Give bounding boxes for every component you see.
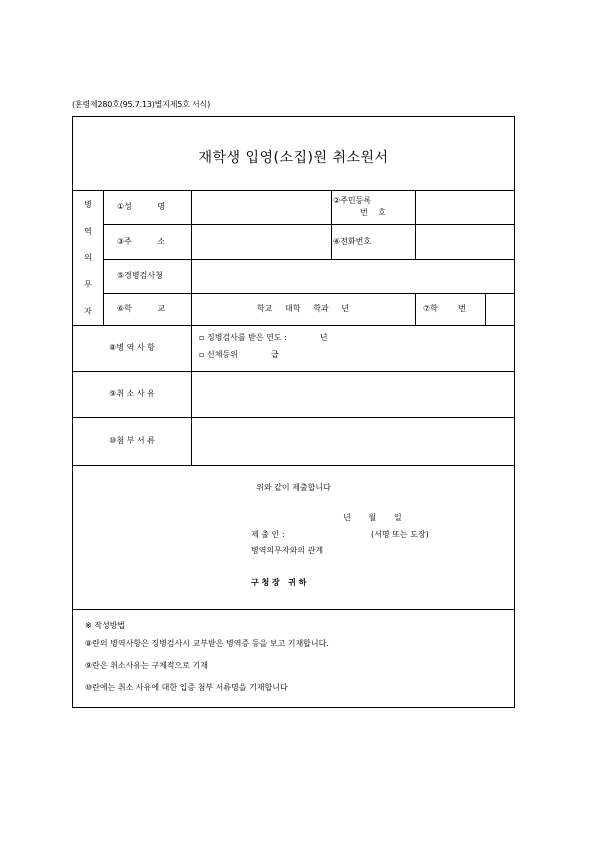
divider-row3 [103,293,514,294]
exam-office-field[interactable] [192,260,514,293]
label-military-matter: ⑧병 역 사 항 [109,343,155,352]
divider-section1 [73,325,514,326]
student-no-field[interactable] [486,294,514,325]
section-label-char: 자 [84,307,92,317]
vline-student-a [415,293,416,325]
label-student-no: ⑦학 번 [423,304,466,313]
form-reference: (훈령제280호(95.7.13)별지제5호 서식) [72,100,211,109]
section-label-char: 무 [84,280,92,290]
phone-field[interactable] [416,225,514,259]
vline-section [103,190,104,325]
instruction-line: ⑨란은 취소사유는 구체적으로 기재 [85,661,208,670]
address-field[interactable] [192,225,330,259]
cancel-reason-field[interactable] [192,372,514,417]
signature-label: (서명 또는 도장) [371,530,429,539]
label-phone: ④전화번호 [333,237,372,246]
name-field[interactable] [192,191,330,224]
vline-mid-a [331,190,332,259]
submission-date: 년 월 일 [343,513,402,522]
label-school: ⑥학 교 [117,304,166,313]
attachments-field[interactable] [192,418,514,465]
instruction-line: ⑧란의 병역사항은 징병검사시 교부받은 병역증 등을 보고 기재합니다. [85,639,329,648]
section-label-char: 병 [84,199,92,209]
label-resident-no-line1: ②주민등록 [333,196,372,205]
label-resident-no-line2: 번 호 [360,208,386,217]
form-title: 재학생 입영(소집)원 취소원서 [198,150,389,166]
addressee: 구 청 장 귀 하 [251,578,307,587]
instructions-heading: ※ 작성방법 [85,621,126,630]
school-value: 학교 대학 학과 년 [256,304,350,313]
instruction-line: ⑩란에는 취소 사유에 대한 입증 첨부 서류명을 기재합니다 [85,683,288,692]
cancellation-form [72,116,515,708]
divider-attach [73,465,514,466]
label-address: ③주 소 [117,237,166,246]
label-cancel-reason: ⑨취 소 사 유 [109,389,155,398]
label-name: ①성 명 [117,202,166,211]
section-label-char: 의 [84,253,92,263]
label-attachments: ⑩첨 부 서 류 [109,436,155,445]
relation-label: 병역의무자와의 관계 [251,546,324,555]
resident-no-field[interactable] [416,191,514,224]
label-exam-office: ⑤경병검사청 [117,271,163,280]
exam-year-line: ▫ 징병검사를 받은 연도 : 년 [199,333,328,342]
section-label-char: 역 [84,226,92,236]
submitter-label: 제 출 인 : [251,530,285,539]
physical-grade-line: ▫ 신체등위 급 [199,350,279,359]
divider-submission [73,609,514,610]
section-label-military-duty-person [73,191,103,325]
submission-statement: 위와 같이 제출합니다 [256,483,331,492]
